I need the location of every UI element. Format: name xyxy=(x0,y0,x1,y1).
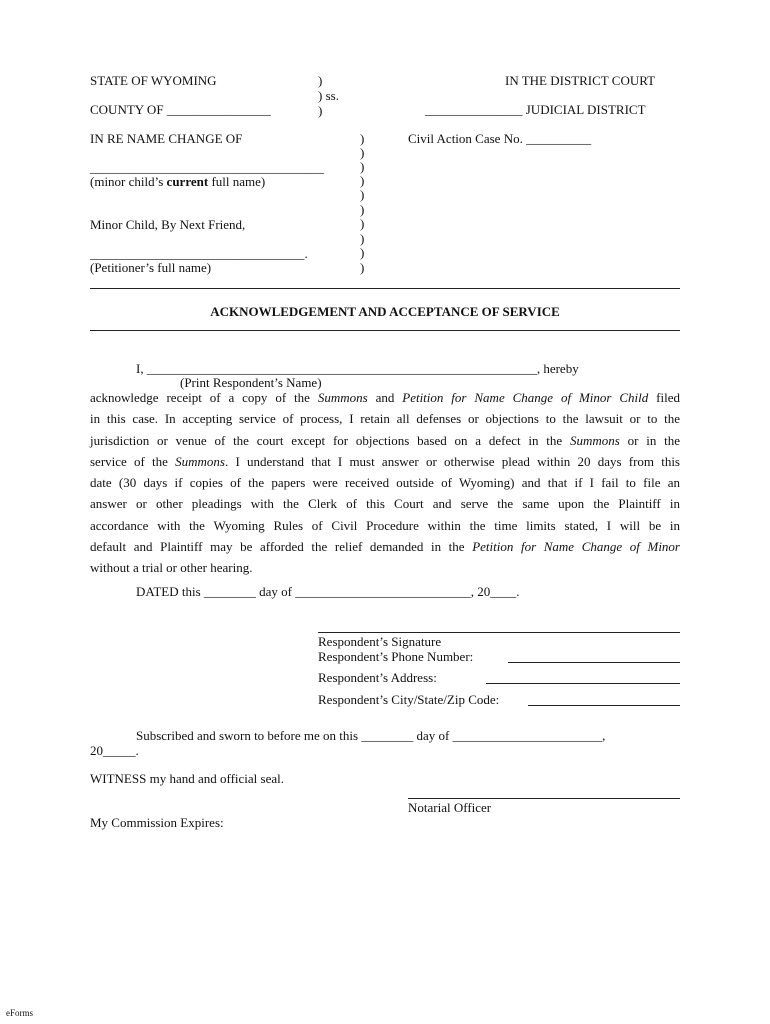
judicial-district-label[interactable]: _______________ JUDICIAL DISTRICT xyxy=(425,102,646,117)
caption-paren: ) xyxy=(318,73,323,88)
respondent-phone-field[interactable] xyxy=(508,662,680,663)
respondent-name-line[interactable]: I, ____________________________________________________________, hereby xyxy=(136,361,579,376)
signature-line[interactable] xyxy=(318,632,680,633)
paren-column: ) xyxy=(360,159,365,174)
respondent-address-label: Respondent’s Address: xyxy=(318,670,437,685)
case-number-field[interactable]: Civil Action Case No. __________ xyxy=(408,131,592,146)
notarial-officer-signature-line[interactable] xyxy=(408,798,680,799)
county-label[interactable]: COUNTY OF ________________ xyxy=(90,102,271,117)
state-label: STATE OF WYOMING xyxy=(90,73,217,88)
court-label: IN THE DISTRICT COURT xyxy=(505,73,656,88)
respondent-city-label: Respondent’s City/State/Zip Code: xyxy=(318,692,500,707)
footer-brand: eForms xyxy=(6,1008,33,1018)
title-rule-bottom xyxy=(90,330,680,331)
paren-column: ) xyxy=(360,260,365,275)
respondent-city-field[interactable] xyxy=(528,705,680,706)
respondent-phone-label: Respondent’s Phone Number: xyxy=(318,649,474,664)
commission-expires-label: My Commission Expires: xyxy=(90,815,224,830)
document-title: ACKNOWLEDGEMENT AND ACCEPTANCE OF SERVICE xyxy=(210,304,560,319)
paren-column: ) xyxy=(360,202,365,217)
minor-child-name-label: (minor child’s current full name) xyxy=(90,174,266,189)
paren-column: ) xyxy=(360,231,365,246)
notarial-officer-label: Notarial Officer xyxy=(408,800,492,815)
caption-paren-ss: ) ss. xyxy=(318,88,339,103)
subscribed-year-line[interactable]: 20_____. xyxy=(90,743,139,758)
in-re-label: IN RE NAME CHANGE OF xyxy=(90,131,243,146)
paren-column: ) xyxy=(360,187,365,202)
paren-column: ) xyxy=(360,245,365,260)
petitioner-name-label: (Petitioner’s full name) xyxy=(90,260,212,275)
title-rule-top xyxy=(90,288,680,289)
minor-child-name-line[interactable]: ____________________________________ xyxy=(90,160,324,175)
respondent-name-label: (Print Respondent’s Name) xyxy=(180,375,322,390)
next-friend-label: Minor Child, By Next Friend, xyxy=(90,217,246,232)
paren-column: ) xyxy=(360,173,365,188)
respondent-address-field[interactable] xyxy=(486,683,680,684)
acknowledgement-paragraph: acknowledge receipt of a copy of the Summons and Petition for Name Change of Minor Child filed in this case. In accepting service of process, I retain all defenses or objections to the lawsuit or to the jurisdiction or venue of the court except for objections based on a defect in the Summons or in the service of the Summons. I understand that I must answer or otherwise plead within 20 days from this date (30 days if copies of the papers were received outside of Wyoming) and that if I fail to file an answer or other pleadings with the Clerk of this Court and serve the same upon the Plaintiff in accordance with the Wyoming Rules of Civil Procedure within the time limits stated, I will be in default and Plaintiff may be afforded the relief demanded in the Petition for Name Change of Minor without a trial or other hearing. xyxy=(90,390,680,576)
witness-statement: WITNESS my hand and official seal. xyxy=(90,771,284,786)
respondent-signature-label: Respondent’s Signature xyxy=(318,634,442,649)
paren-column: ) xyxy=(360,216,365,231)
paren-column: ) xyxy=(360,131,365,146)
dated-line[interactable]: DATED this ________ day of ___________________________, 20____. xyxy=(136,584,520,599)
paren-column: ) xyxy=(360,145,365,160)
petitioner-name-line[interactable]: _________________________________. xyxy=(90,246,308,261)
subscribed-sworn-line[interactable]: Subscribed and sworn to before me on this ________ day of _______________________, xyxy=(136,728,606,743)
caption-paren: ) xyxy=(318,103,323,118)
